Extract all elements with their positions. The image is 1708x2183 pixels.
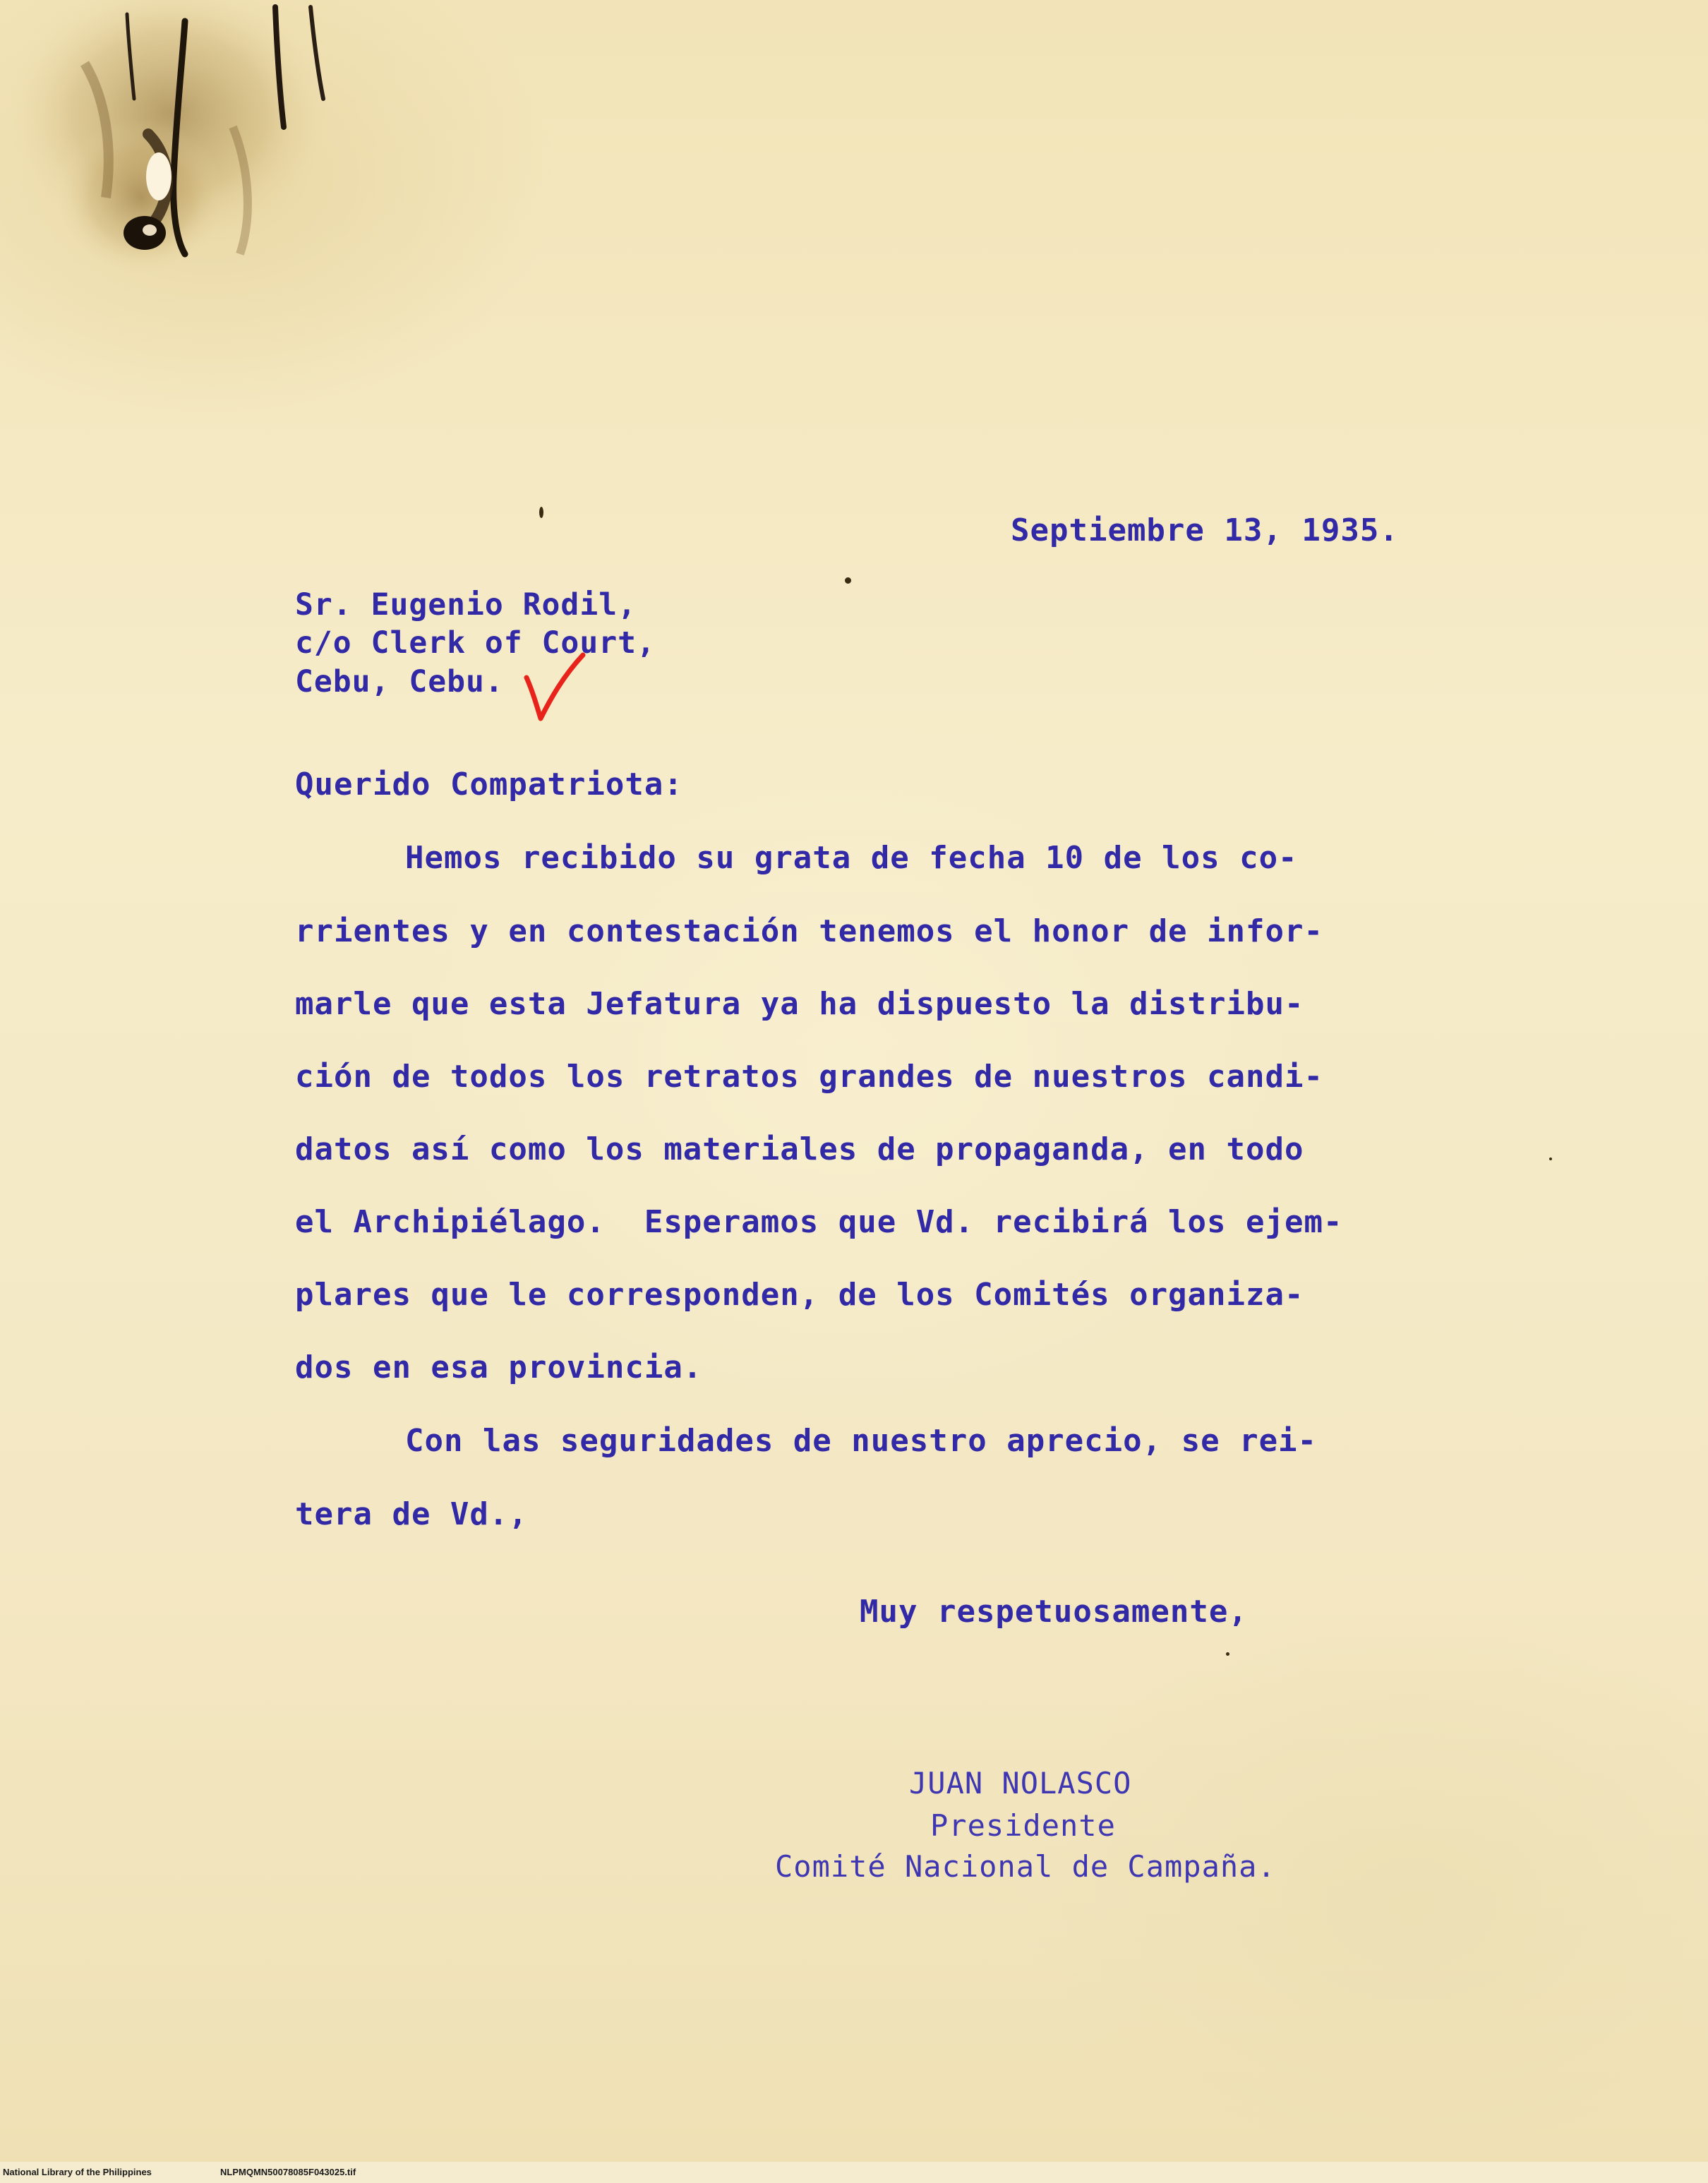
body-line: rrientes y en contestación tenemos el honor de infor- (295, 913, 1323, 949)
body-line: datos así como los materiales de propaganda, en todo (295, 1131, 1304, 1167)
archive-footer (0, 2162, 1708, 2183)
recipient-name: Sr. Eugenio Rodil, (295, 587, 637, 623)
body-line: plares que le corresponden, de los Comités organiza- (295, 1277, 1304, 1313)
burn-stain-mark (0, 0, 367, 325)
archive-file-id: NLPMQMN50078085F043025.tif (220, 2167, 356, 2177)
letter-date: Septiembre 13, 1935. (1011, 512, 1399, 548)
closing-line: tera de Vd., (295, 1496, 528, 1532)
ink-speck (1226, 1652, 1229, 1656)
ink-speck (845, 577, 851, 584)
body-line: Hemos recibido su grata de fecha 10 de los co- (405, 840, 1298, 876)
body-line: ción de todos los retratos grandes de nuestros candi- (295, 1059, 1323, 1095)
ink-speck (1549, 1157, 1552, 1160)
signatory-title: Presidente (930, 1808, 1116, 1843)
signatory-name: JUAN NOLASCO (909, 1766, 1132, 1800)
body-line: el Archipiélago. Esperamos que Vd. recibirá los ejem- (295, 1204, 1343, 1240)
check-mark-icon (522, 649, 586, 723)
salutation: Querido Compatriota: (295, 766, 683, 802)
recipient-city: Cebu, Cebu. (295, 664, 504, 699)
body-line: dos en esa provincia. (295, 1349, 703, 1385)
valediction: Muy respetuosamente, (860, 1594, 1248, 1630)
archive-library-name: National Library of the Philippines (3, 2167, 152, 2177)
ink-speck (539, 507, 543, 518)
closing-line: Con las seguridades de nuestro aprecio, se rei- (405, 1423, 1318, 1459)
recipient-address-line: c/o Clerk of Court, (295, 625, 656, 661)
body-line: marle que esta Jefatura ya ha dispuesto la distribu- (295, 986, 1304, 1022)
signatory-organization: Comité Nacional de Campaña. (775, 1849, 1276, 1884)
